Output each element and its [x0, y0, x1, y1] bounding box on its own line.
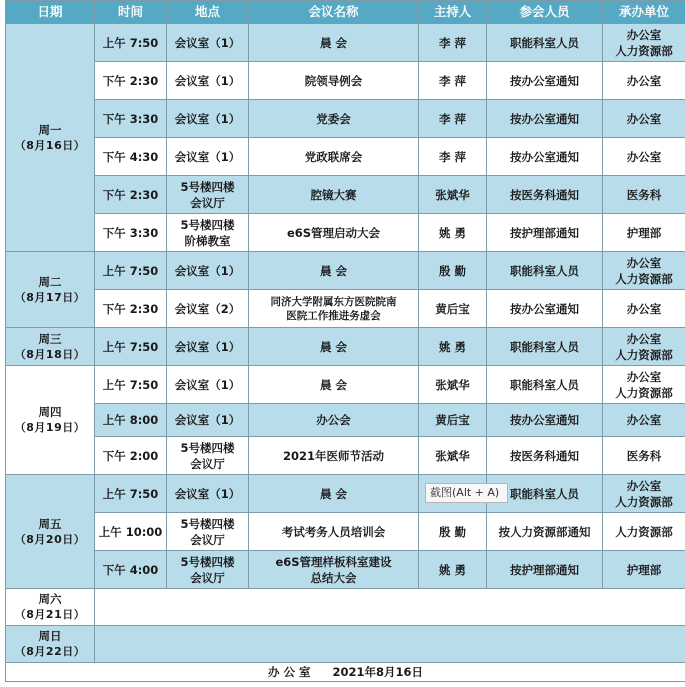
time-cell: 上午 7:50	[95, 24, 167, 62]
header-attendees: 参会人员	[487, 1, 603, 24]
organizer-cell: 医务科	[603, 437, 685, 475]
header-meeting: 会议名称	[249, 1, 419, 24]
attendees-cell: 按办公室通知	[487, 290, 603, 328]
time-cell: 下午 2:30	[95, 62, 167, 100]
time-cell: 下午 4:00	[95, 551, 167, 589]
table-row	[6, 404, 685, 437]
table-row	[6, 366, 685, 404]
host-cell: 李 萍	[419, 62, 487, 100]
attendees-cell: 按办公室通知	[487, 100, 603, 138]
time-cell: 下午 2:30	[95, 290, 167, 328]
header-host: 主持人	[419, 1, 487, 24]
day-date: （8月17日）	[14, 290, 86, 304]
header-location: 地点	[167, 1, 249, 24]
meeting-cell: 考试考务人员培训会	[249, 513, 419, 551]
time-cell: 下午 3:30	[95, 214, 167, 252]
organizer-cell: 办公室 人力资源部	[603, 24, 685, 62]
organizer-cell: 办公室 人力资源部	[603, 252, 685, 290]
day-cell-thu	[6, 366, 95, 475]
location-cell: 会议室（1）	[167, 404, 249, 437]
attendees-cell: 职能科室人员	[487, 328, 603, 366]
screenshot-tooltip: 截图(Alt + A)	[425, 483, 508, 503]
table-row	[6, 290, 685, 328]
day-label: 周六	[38, 592, 62, 606]
time-cell: 上午 7:50	[95, 328, 167, 366]
meeting-cell: 晨 会	[249, 24, 419, 62]
time-cell: 下午 2:30	[95, 176, 167, 214]
host-cell: 黄后宝	[419, 290, 487, 328]
meeting-cell: 晨 会	[249, 366, 419, 404]
time-cell: 下午 3:30	[95, 100, 167, 138]
empty-cell	[95, 626, 685, 663]
day-label: 周一	[38, 122, 62, 137]
table-row	[6, 62, 685, 100]
table-row	[6, 626, 685, 663]
time-cell: 上午 7:50	[95, 366, 167, 404]
organizer-cell: 办公室	[603, 100, 685, 138]
day-cell-mon	[6, 24, 95, 252]
table-row	[6, 24, 685, 62]
meeting-cell: e6S管理样板科室建设 总结大会	[249, 551, 419, 589]
time-cell: 上午 10:00	[95, 513, 167, 551]
day-cell-sat	[6, 589, 95, 626]
host-cell: 黄后宝	[419, 404, 487, 437]
organizer-cell: 护理部	[603, 214, 685, 252]
table-row	[6, 138, 685, 176]
day-cell-wed	[6, 328, 95, 366]
footer-row	[6, 663, 685, 682]
day-date: （8月22日）	[14, 645, 86, 658]
organizer-cell: 办公室	[603, 290, 685, 328]
day-label: 周三	[38, 331, 62, 346]
meeting-cell: 晨 会	[249, 328, 419, 366]
location-cell: 会议室（1）	[167, 62, 249, 100]
location-cell: 会议室（1）	[167, 24, 249, 62]
location-cell: 5号楼四楼 阶梯教室	[167, 214, 249, 252]
day-label: 周四	[38, 405, 62, 419]
empty-cell	[95, 589, 685, 626]
meeting-cell: 腔镜大赛	[249, 176, 419, 214]
table-row	[6, 100, 685, 138]
table-row	[6, 551, 685, 589]
day-cell-tue	[6, 252, 95, 328]
attendees-cell: 职能科室人员	[487, 366, 603, 404]
table-row	[6, 437, 685, 475]
day-date: （8月16日）	[14, 138, 86, 152]
day-cell-sun	[6, 626, 95, 663]
attendees-cell: 按医务科通知	[487, 437, 603, 475]
table-row	[6, 589, 685, 626]
meeting-schedule-table	[5, 0, 685, 682]
host-cell: 张斌华	[419, 366, 487, 404]
organizer-cell: 办公室	[603, 62, 685, 100]
organizer-cell: 护理部	[603, 551, 685, 589]
meeting-cell: 院领导例会	[249, 62, 419, 100]
location-cell: 5号楼四楼 会议厅	[167, 551, 249, 589]
location-cell: 会议室（1）	[167, 138, 249, 176]
day-date: （8月18日）	[14, 347, 86, 361]
attendees-cell: 按办公室通知	[487, 404, 603, 437]
host-cell: 张斌华	[419, 437, 487, 475]
header-time: 时间	[95, 1, 167, 24]
attendees-cell: 按护理部通知	[487, 214, 603, 252]
header-organizer: 承办单位	[603, 1, 685, 24]
organizer-cell: 办公室	[603, 138, 685, 176]
location-cell: 5号楼四楼 会议厅	[167, 437, 249, 475]
table-row	[6, 513, 685, 551]
organizer-cell: 办公室 人力资源部	[603, 475, 685, 513]
location-cell: 5号楼四楼 会议厅	[167, 513, 249, 551]
meeting-cell: 同济大学附属东方医院院南 医院工作推进务虚会	[249, 290, 419, 328]
location-cell: 会议室（1）	[167, 100, 249, 138]
organizer-cell: 办公室	[603, 404, 685, 437]
host-cell: 李 萍	[419, 24, 487, 62]
time-cell: 下午 2:00	[95, 437, 167, 475]
organizer-cell: 医务科	[603, 176, 685, 214]
attendees-cell: 按办公室通知	[487, 138, 603, 176]
footer-office: 办 公 室	[267, 665, 311, 679]
host-cell: 姚 勇	[419, 551, 487, 589]
attendees-cell: 按医务科通知	[487, 176, 603, 214]
attendees-cell: 职能科室人员	[487, 475, 603, 513]
organizer-cell: 办公室 人力资源部	[603, 366, 685, 404]
meeting-cell: 2021年医师节活动	[249, 437, 419, 475]
meeting-cell: 党委会	[249, 100, 419, 138]
table-row	[6, 328, 685, 366]
host-cell: 姚 勇	[419, 328, 487, 366]
organizer-cell: 办公室 人力资源部	[603, 328, 685, 366]
footer-cell	[6, 663, 685, 682]
table-row	[6, 475, 685, 513]
host-cell: 姚 勇	[419, 214, 487, 252]
day-label: 周二	[38, 274, 62, 289]
location-cell: 会议室（1）	[167, 366, 249, 404]
day-cell-fri	[6, 475, 95, 589]
attendees-cell: 职能科室人员	[487, 24, 603, 62]
day-date: （8月20日）	[14, 532, 86, 546]
attendees-cell: 按办公室通知	[487, 62, 603, 100]
host-cell: 张斌华	[419, 176, 487, 214]
host-cell: 李 萍	[419, 138, 487, 176]
time-cell: 上午 7:50	[95, 475, 167, 513]
day-label: 周日	[38, 629, 62, 643]
location-cell: 会议室（1）	[167, 328, 249, 366]
location-cell: 5号楼四楼 会议厅	[167, 176, 249, 214]
location-cell: 会议室（1）	[167, 475, 249, 513]
location-cell: 会议室（1）	[167, 252, 249, 290]
time-cell: 上午 8:00	[95, 404, 167, 437]
attendees-cell: 按人力资源部通知	[487, 513, 603, 551]
attendees-cell: 按护理部通知	[487, 551, 603, 589]
time-cell: 下午 4:30	[95, 138, 167, 176]
meeting-cell: e6S管理启动大会	[249, 214, 419, 252]
location-cell: 会议室（2）	[167, 290, 249, 328]
host-cell: 李 萍	[419, 100, 487, 138]
time-cell: 上午 7:50	[95, 252, 167, 290]
organizer-cell: 人力资源部	[603, 513, 685, 551]
table-row	[6, 214, 685, 252]
host-cell: 殷 勤	[419, 513, 487, 551]
meeting-cell: 办公会	[249, 404, 419, 437]
host-cell: 殷 勤	[419, 252, 487, 290]
header-date: 日期	[6, 1, 95, 24]
table-row	[6, 176, 685, 214]
meeting-cell: 党政联席会	[249, 138, 419, 176]
meeting-cell: 晨 会	[249, 252, 419, 290]
meeting-cell: 晨 会	[249, 475, 419, 513]
day-date: （8月19日）	[14, 421, 86, 434]
attendees-cell: 职能科室人员	[487, 252, 603, 290]
day-date: （8月21日）	[14, 608, 86, 621]
table-row	[6, 252, 685, 290]
footer-date: 2021年8月16日	[332, 665, 424, 679]
day-label: 周五	[38, 516, 62, 531]
header-row	[6, 1, 685, 24]
